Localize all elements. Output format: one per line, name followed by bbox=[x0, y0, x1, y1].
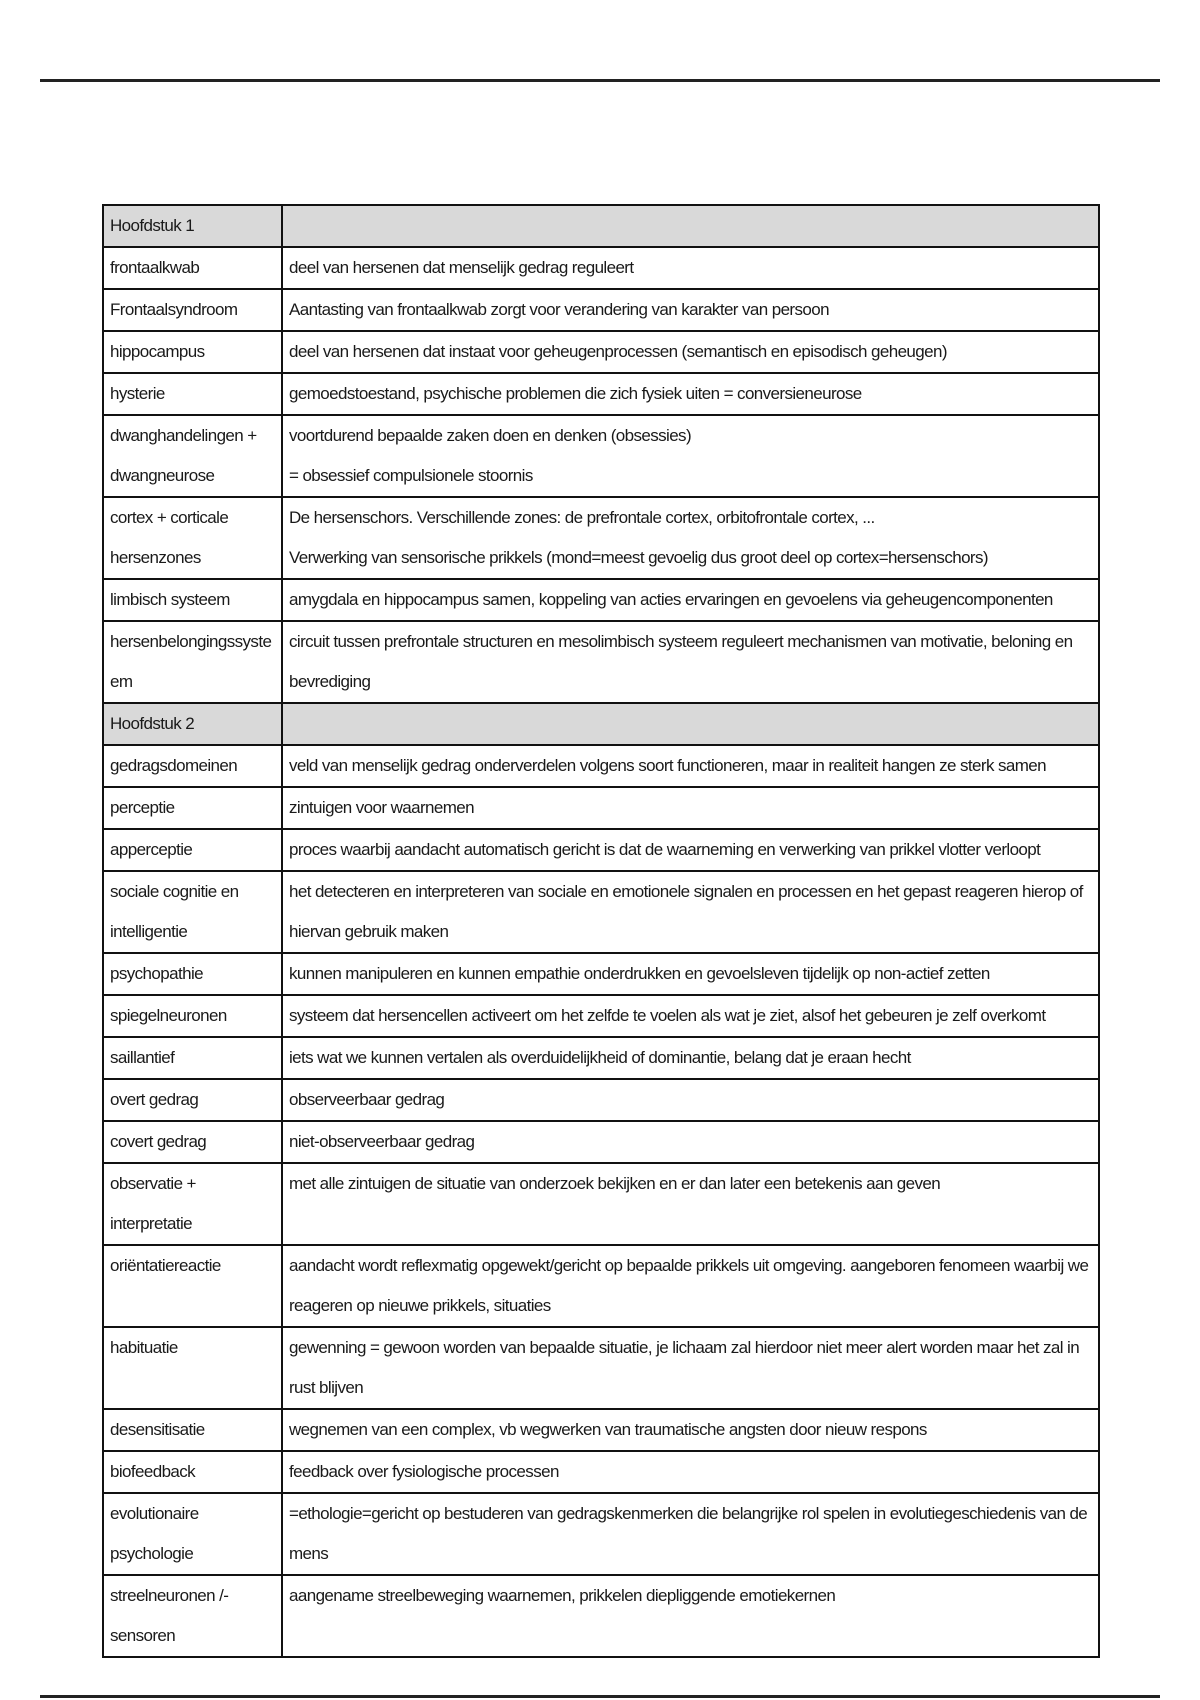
definition-text: observeerbaar gedrag bbox=[289, 1090, 445, 1109]
term-cell bbox=[103, 497, 282, 579]
definition-text: aangename streelbeweging waarnemen, prikkelen diepliggende emotiekernen bbox=[289, 1586, 836, 1605]
term-text: hysterie bbox=[110, 384, 165, 403]
term-text: frontaalkwab bbox=[110, 258, 200, 277]
term-cell bbox=[103, 415, 282, 497]
chapter-header-blank bbox=[282, 703, 1099, 745]
definition-text: aandacht wordt reflexmatig opgewekt/gericht op bepaalde prikkels uit omgeving. aangeboren fenomeen waarbij we reageren op nieuwe prikkels, situaties bbox=[289, 1256, 1089, 1315]
glossary-row bbox=[103, 1079, 1099, 1121]
definition-cell bbox=[282, 497, 1099, 579]
term-text: evolutionaire psychologie bbox=[110, 1504, 199, 1563]
chapter-header-row bbox=[103, 205, 1099, 247]
term-text: gedragsdomeinen bbox=[110, 756, 238, 775]
term-text: habituatie bbox=[110, 1338, 178, 1357]
glossary-row bbox=[103, 953, 1099, 995]
term-cell bbox=[103, 331, 282, 373]
term-text: Frontaalsyndroom bbox=[110, 300, 238, 319]
definition-text: circuit tussen prefrontale structuren en mesolimbisch systeem reguleert mechanismen van motivatie, beloning en bevrediging bbox=[289, 632, 1073, 691]
glossary-row bbox=[103, 497, 1099, 579]
term-text: hippocampus bbox=[110, 342, 205, 361]
definition-text: gewenning = gewoon worden van bepaalde situatie, je lichaam zal hierdoor niet meer alert worden maar het zal in rust blijven bbox=[289, 1338, 1080, 1397]
definition-text: proces waarbij aandacht automatisch gericht is dat de waarneming en verwerking van prikkel vlotter verloopt bbox=[289, 840, 1041, 859]
glossary-row bbox=[103, 1575, 1099, 1657]
term-text: psychopathie bbox=[110, 964, 203, 983]
definition-cell bbox=[282, 579, 1099, 621]
glossary-row bbox=[103, 1451, 1099, 1493]
definition-cell bbox=[282, 995, 1099, 1037]
definition-text: met alle zintuigen de situatie van onderzoek bekijken en er dan later een betekenis aan geven bbox=[289, 1174, 941, 1193]
term-cell bbox=[103, 1121, 282, 1163]
definition-cell bbox=[282, 1121, 1099, 1163]
glossary-row bbox=[103, 1493, 1099, 1575]
glossary-row bbox=[103, 247, 1099, 289]
chapter-header-row bbox=[103, 703, 1099, 745]
definition-cell bbox=[282, 247, 1099, 289]
term-text: saillantief bbox=[110, 1048, 175, 1067]
term-text: streelneuronen /-sensoren bbox=[110, 1586, 229, 1645]
term-text: covert gedrag bbox=[110, 1132, 207, 1151]
definition-text: zintuigen voor waarnemen bbox=[289, 798, 474, 817]
definition-text: gemoedstoestand, psychische problemen die zich fysiek uiten = conversieneurose bbox=[289, 384, 862, 403]
term-cell bbox=[103, 1163, 282, 1245]
term-text: hersenbelongingssysteem bbox=[110, 632, 272, 691]
term-cell bbox=[103, 829, 282, 871]
term-text: biofeedback bbox=[110, 1462, 196, 1481]
glossary-row bbox=[103, 373, 1099, 415]
definition-text: iets wat we kunnen vertalen als overduidelijkheid of dominantie, belang dat je eraan hecht bbox=[289, 1048, 911, 1067]
definition-text: wegnemen van een complex, vb wegwerken van traumatische angsten door nieuw respons bbox=[289, 1420, 927, 1439]
term-cell bbox=[103, 1327, 282, 1409]
definition-cell bbox=[282, 787, 1099, 829]
definition-cell bbox=[282, 1079, 1099, 1121]
glossary-row bbox=[103, 1121, 1099, 1163]
definition-cell bbox=[282, 1493, 1099, 1575]
definition-text: =ethologie=gericht op bestuderen van gedragskenmerken die belangrijke rol spelen in evolutiegeschiedenis van de mens bbox=[289, 1504, 1088, 1563]
definition-text: amygdala en hippocampus samen, koppeling van acties ervaringen en gevoelens via geheugencomponenten bbox=[289, 590, 1053, 609]
term-cell bbox=[103, 1037, 282, 1079]
definition-cell bbox=[282, 953, 1099, 995]
definition-text: kunnen manipuleren en kunnen empathie onderdrukken en gevoelsleven tijdelijk op non-actief zetten bbox=[289, 964, 990, 983]
term-cell bbox=[103, 745, 282, 787]
definition-text: het detecteren en interpreteren van sociale en emotionele signalen en processen en het gepast reageren hierop of hiervan gebruik maken bbox=[289, 882, 1083, 941]
glossary-row bbox=[103, 621, 1099, 703]
term-text: desensitisatie bbox=[110, 1420, 205, 1439]
term-cell bbox=[103, 953, 282, 995]
term-cell bbox=[103, 373, 282, 415]
definition-cell bbox=[282, 373, 1099, 415]
term-cell bbox=[103, 995, 282, 1037]
term-text: apperceptie bbox=[110, 840, 193, 859]
term-cell bbox=[103, 1409, 282, 1451]
definition-text: veld van menselijk gedrag onderverdelen volgens soort functioneren, maar in realiteit hangen ze sterk samen bbox=[289, 756, 1046, 775]
term-text: observatie + interpretatie bbox=[110, 1174, 196, 1233]
term-cell bbox=[103, 579, 282, 621]
term-text: dwanghandelingen + dwangneurose bbox=[110, 426, 257, 485]
term-text: sociale cognitie en intelligentie bbox=[110, 882, 239, 941]
chapter-title: Hoofdstuk 2 bbox=[103, 703, 282, 745]
definition-text: deel van hersenen dat instaat voor geheugenprocessen (semantisch en episodisch geheugen) bbox=[289, 342, 947, 361]
definition-cell bbox=[282, 621, 1099, 703]
term-cell bbox=[103, 247, 282, 289]
definition-cell bbox=[282, 415, 1099, 497]
definition-text: deel van hersenen dat menselijk gedrag reguleert bbox=[289, 258, 634, 277]
definition-cell bbox=[282, 1327, 1099, 1409]
glossary-row bbox=[103, 787, 1099, 829]
term-cell bbox=[103, 1245, 282, 1327]
term-cell bbox=[103, 621, 282, 703]
term-cell bbox=[103, 1493, 282, 1575]
definition-cell bbox=[282, 1451, 1099, 1493]
term-cell bbox=[103, 1451, 282, 1493]
glossary-body bbox=[103, 205, 1099, 1657]
glossary-row bbox=[103, 871, 1099, 953]
bottom-rule bbox=[40, 1695, 1160, 1698]
term-text: spiegelneuronen bbox=[110, 1006, 227, 1025]
glossary-row bbox=[103, 289, 1099, 331]
definition-cell bbox=[282, 289, 1099, 331]
definition-cell bbox=[282, 1037, 1099, 1079]
definition-cell bbox=[282, 871, 1099, 953]
glossary-row bbox=[103, 1037, 1099, 1079]
definition-text: niet-observeerbaar gedrag bbox=[289, 1132, 475, 1151]
term-text: perceptie bbox=[110, 798, 175, 817]
glossary-row bbox=[103, 415, 1099, 497]
glossary-row bbox=[103, 995, 1099, 1037]
chapter-header-blank bbox=[282, 205, 1099, 247]
chapter-title: Hoofdstuk 1 bbox=[103, 205, 282, 247]
term-cell bbox=[103, 1575, 282, 1657]
term-cell bbox=[103, 1079, 282, 1121]
term-text: limbisch systeem bbox=[110, 590, 230, 609]
definition-text: feedback over fysiologische processen bbox=[289, 1462, 559, 1481]
term-cell bbox=[103, 871, 282, 953]
term-cell bbox=[103, 787, 282, 829]
glossary-row bbox=[103, 745, 1099, 787]
glossary-row bbox=[103, 1163, 1099, 1245]
definition-cell bbox=[282, 745, 1099, 787]
glossary-row bbox=[103, 1327, 1099, 1409]
term-text: cortex + corticale hersenzones bbox=[110, 508, 229, 567]
definition-cell bbox=[282, 829, 1099, 871]
definition-cell bbox=[282, 1409, 1099, 1451]
definition-cell bbox=[282, 1575, 1099, 1657]
glossary-row bbox=[103, 829, 1099, 871]
definition-text: systeem dat hersencellen activeert om het zelfde te voelen als wat je ziet, alsof het gebeuren je zelf overkomt bbox=[289, 1006, 1046, 1025]
definition-text: Aantasting van frontaalkwab zorgt voor verandering van karakter van persoon bbox=[289, 300, 829, 319]
glossary-row bbox=[103, 331, 1099, 373]
glossary-table bbox=[102, 204, 1100, 1658]
glossary-row bbox=[103, 1245, 1099, 1327]
term-text: oriëntatiereactie bbox=[110, 1256, 221, 1275]
definition-cell bbox=[282, 331, 1099, 373]
term-text: overt gedrag bbox=[110, 1090, 199, 1109]
definition-cell bbox=[282, 1245, 1099, 1327]
glossary-row bbox=[103, 579, 1099, 621]
glossary-row bbox=[103, 1409, 1099, 1451]
top-rule bbox=[40, 79, 1160, 82]
definition-text: voortdurend bepaalde zaken doen en denken (obsessies) = obsessief compulsionele stoornis bbox=[289, 426, 692, 485]
definition-cell bbox=[282, 1163, 1099, 1245]
term-cell bbox=[103, 289, 282, 331]
definition-text: De hersenschors. Verschillende zones: de prefrontale cortex, orbitofrontale cortex, ... Verwerking van sensorische prikkels (mond=meest gevoelig dus groot deel op cortex=hersenschors) bbox=[289, 508, 988, 567]
